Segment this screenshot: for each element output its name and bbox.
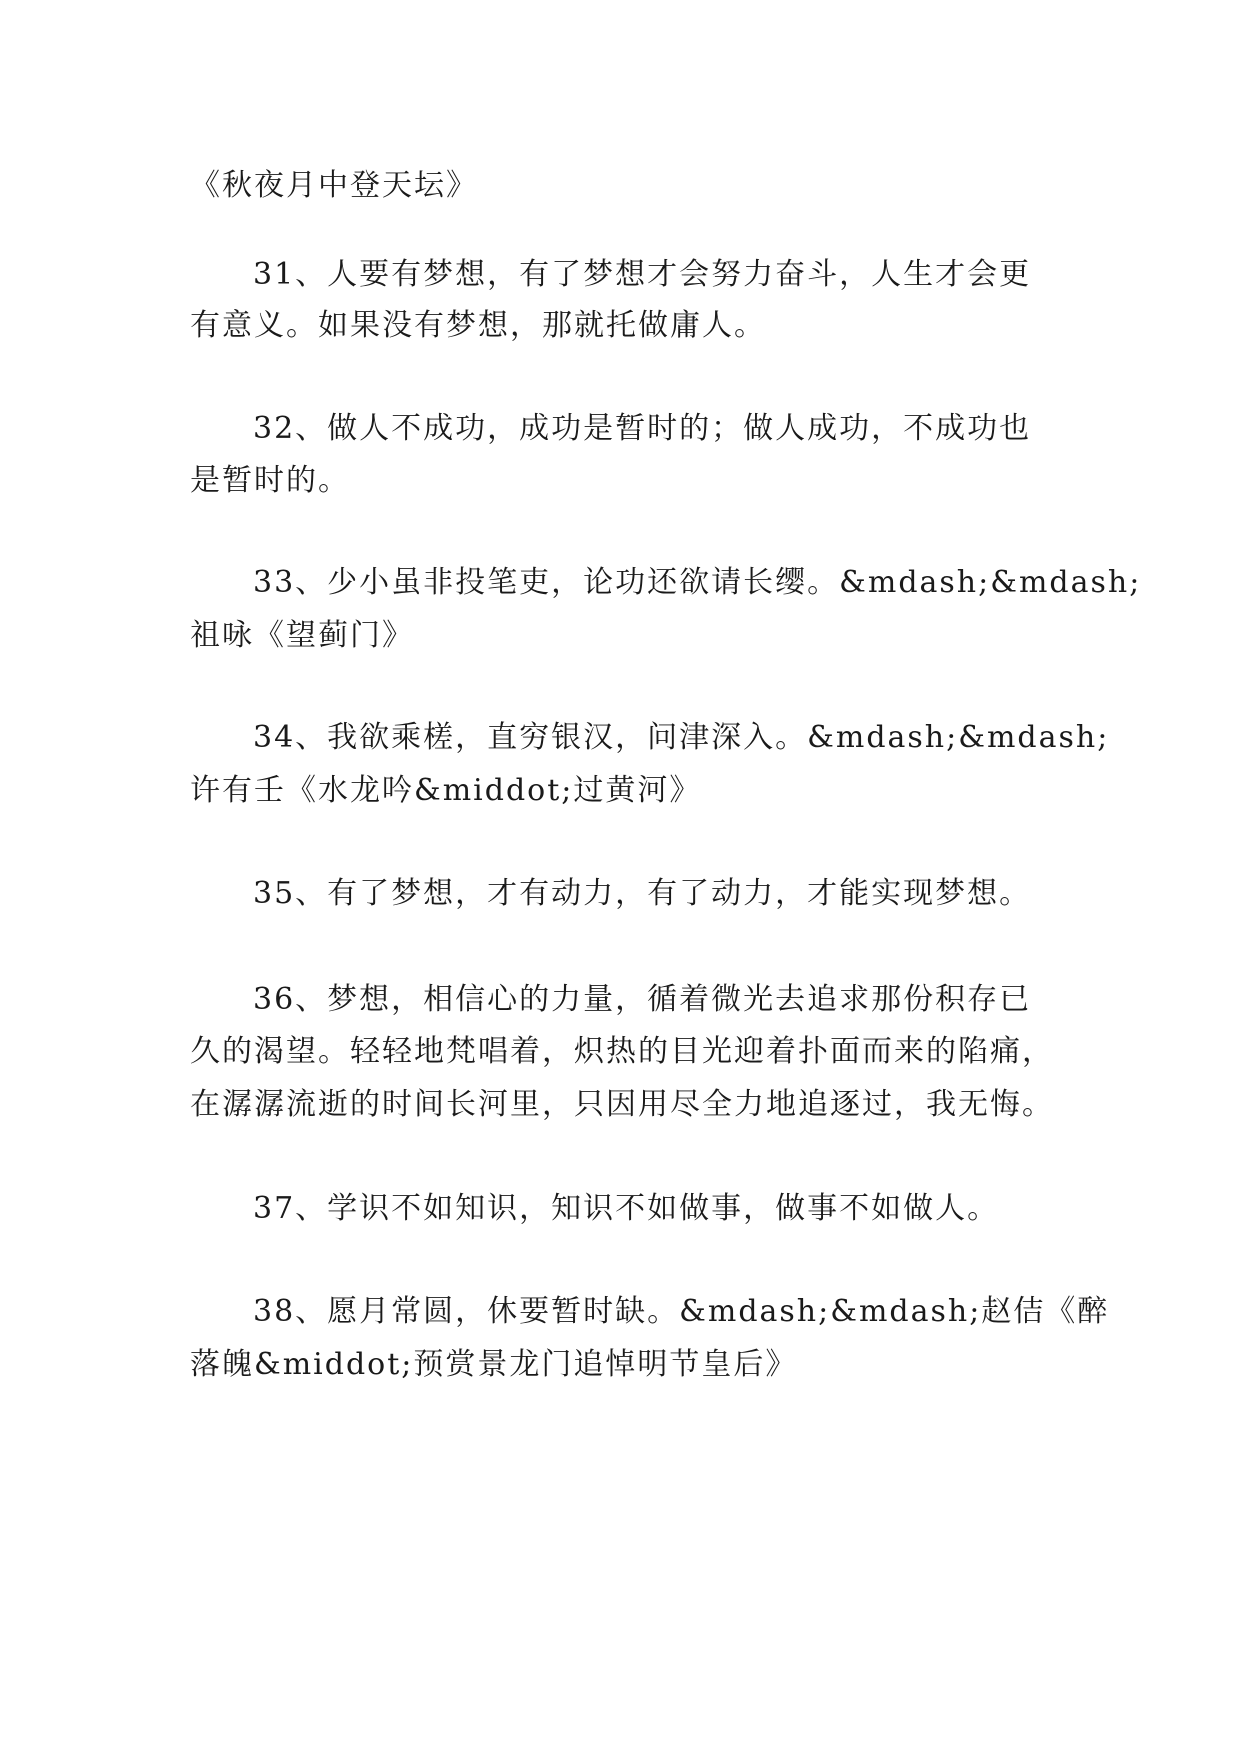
paragraph-line: 在潺潺流逝的时间长河里，只因用尽全力地追逐过，我无悔。 (190, 1087, 1054, 1122)
paragraph-line: 落魄&middot;预赏景龙门追悼明节皇后》 (190, 1347, 798, 1382)
paragraph-line: 许有壬《水龙吟&middot;过黄河》 (190, 773, 702, 808)
paragraph-line: 37、学识不如知识，知识不如做事，做事不如做人。 (253, 1191, 1000, 1226)
heading-line: 《秋夜月中登天坛》 (190, 168, 478, 203)
paragraph-line: 32、做人不成功，成功是暂时的；做人成功，不成功也 (253, 411, 1032, 446)
paragraph-line: 久的渴望。轻轻地梵唱着，炽热的目光迎着扑面而来的陷痛， (190, 1034, 1054, 1069)
paragraph-line: 34、我欲乘槎，直穷银汉，问津深入。&mdash;&mdash; (253, 720, 1110, 755)
paragraph-line: 31、人要有梦想，有了梦想才会努力奋斗，人生才会更 (253, 257, 1032, 292)
paragraph-line: 38、愿月常圆，休要暂时缺。&mdash;&mdash;赵佶《醉 (253, 1294, 1110, 1329)
paragraph-line: 33、少小虽非投笔吏，论功还欲请长缨。&mdash;&mdash; (253, 565, 1142, 600)
paragraph-line: 36、梦想，相信心的力量，循着微光去追求那份积存已 (253, 982, 1032, 1017)
paragraph-line: 是暂时的。 (190, 463, 350, 498)
paragraph-line: 35、有了梦想，才有动力，有了动力，才能实现梦想。 (253, 876, 1032, 911)
paragraph-line: 祖咏《望蓟门》 (190, 618, 414, 653)
paragraph-line: 有意义。如果没有梦想，那就托做庸人。 (190, 308, 766, 343)
